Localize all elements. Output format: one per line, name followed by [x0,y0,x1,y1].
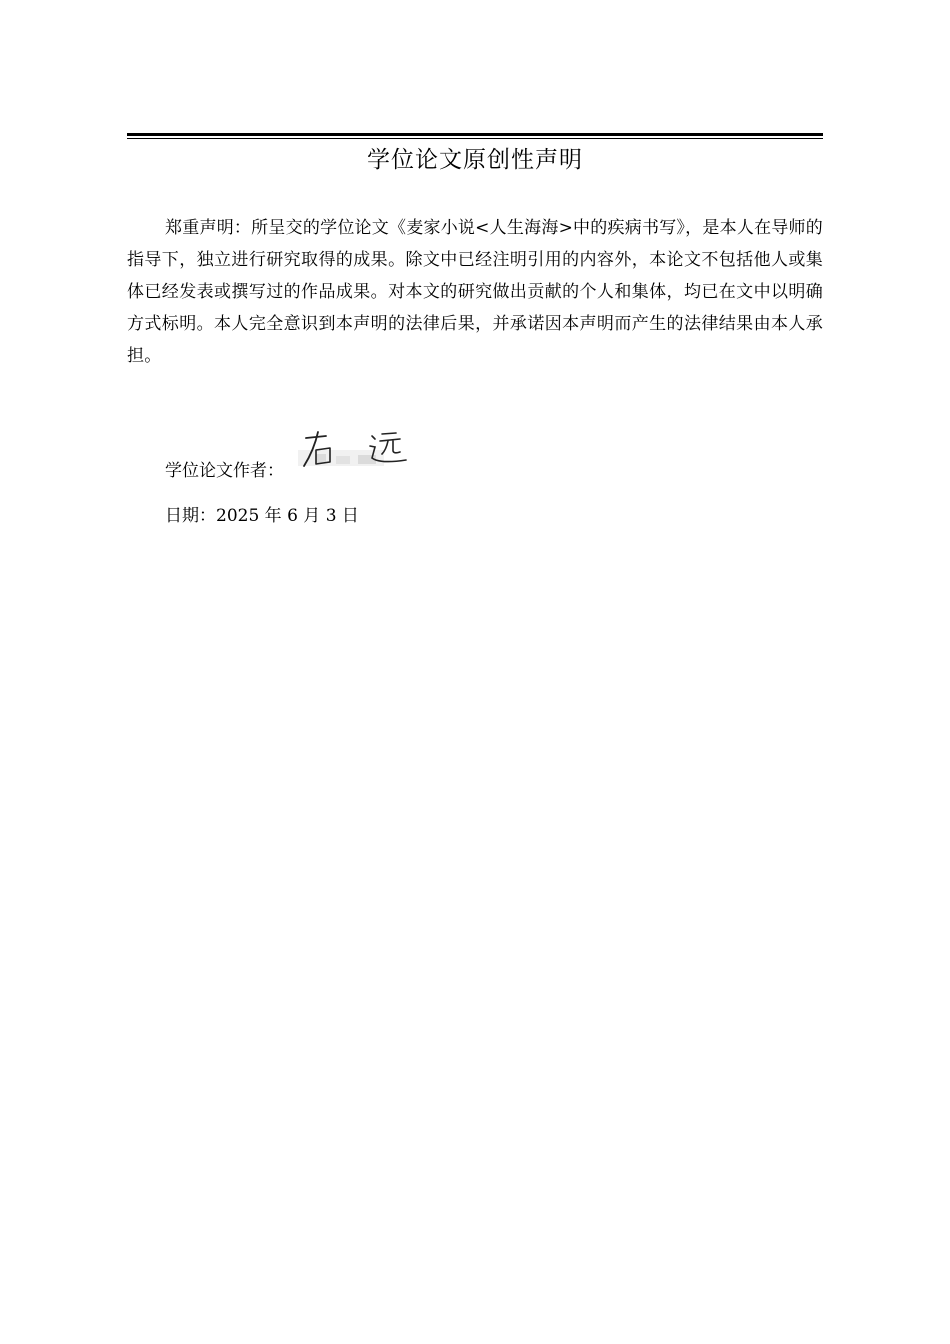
title-rule-thick [127,133,823,136]
date-line [165,501,359,531]
title-rule-thin [127,138,823,139]
date-label: 日期： [165,506,216,526]
author-label: 学位论文作者： [165,461,284,481]
author-signature [296,424,418,472]
author-line [165,456,284,486]
declaration-statement: 郑重声明：所呈交的学位论文《麦家小说<人生海海>中的疾病书写》，是本人在导师的指导下，独立进行研究取得的成果。除文中已经注明引用的内容外，本论文不包括他人或集体已经发表或撰写过的作品成果。对本文的研究做出贡献的个人和集体，均已在文中以明确方式标明。本人完全意识到本声明的法律后果，并承诺因本声明而产生的法律结果由本人承担。 [127,218,823,366]
date-value: 2025 年 6 月 3 日 [216,506,359,526]
page-title: 学位论文原创性声明 [367,147,583,173]
